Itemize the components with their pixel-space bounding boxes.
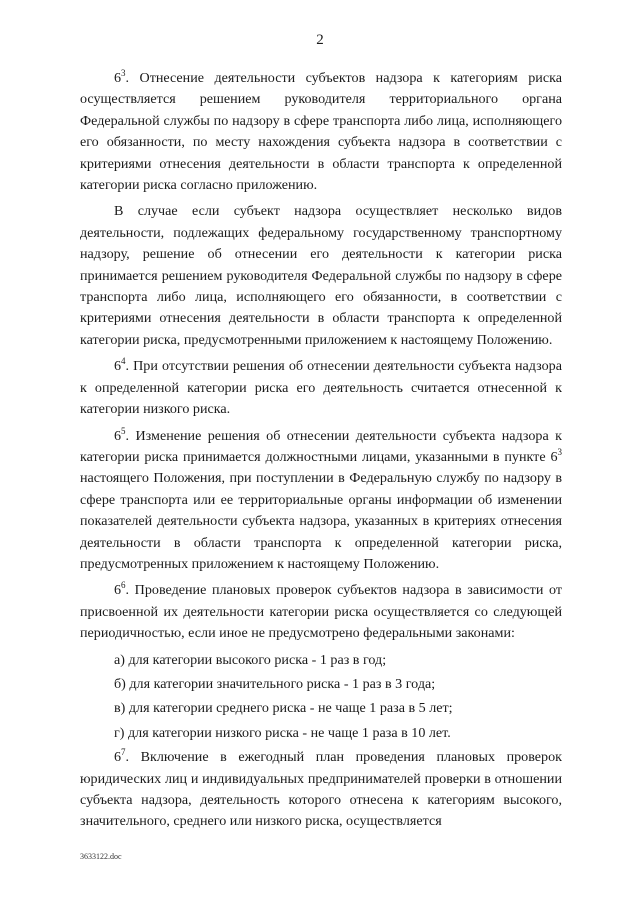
clause-superscript: 7	[121, 747, 126, 758]
clause-superscript: 3	[121, 68, 126, 78]
file-name-footer: 3633122.doc	[80, 852, 122, 861]
paragraph-6-5	[80, 426, 562, 576]
clause-number: 6	[114, 749, 122, 766]
clause-reference-superscript: 3	[557, 446, 562, 457]
list-item-low-risk: г) для категории низкого риска - не чаще 1 раза в 10 лет.	[114, 724, 451, 741]
paragraph-text: . Отнесение деятельности субъектов надзора к категориям риска осуществляется решением руководителя территориального органа Федеральной службы по надзору в сфере транспорта либо лица, исполняющего его обязанности, по месту нахождения субъекта надзора в соответствии с критериями отнесения деятельности в области транспорта к определенной категории риска согласно приложению.	[80, 70, 562, 194]
paragraph-6-7	[80, 747, 562, 833]
paragraph-text: . Проведение плановых проверок субъектов надзора в зависимости от присвоенной их деятельности категории риска осуществляется со следующей периодичностью, если иное не предусмотрено федеральными законами:	[80, 582, 562, 642]
paragraph-6-4	[80, 356, 562, 420]
list-item-significant-risk: б) для категории значительного риска - 1 раз в 3 года;	[114, 675, 436, 692]
paragraph-text: В случае если субъект надзора осуществляет несколько видов деятельности, подлежащих федеральному государственному транспортному надзору, решение об отнесении его деятельности к категории риска принимается решением руководителя Федеральной службы по надзору в сфере транспорта либо лица, исполняющего его обязанности, в соответствии с критериями отнесения деятельности в области транспорта к определенной категории риска, предусмотренными приложением к настоящему Положению.	[80, 203, 562, 348]
clause-number: 6	[114, 582, 122, 599]
paragraph-multiple-activities	[80, 201, 562, 351]
document-body	[80, 68, 562, 838]
list-item-high-risk: а) для категории высокого риска - 1 раз в год;	[114, 651, 387, 668]
clause-superscript: 6	[121, 580, 126, 591]
clause-number: 6	[114, 358, 122, 375]
paragraph-6-3	[80, 68, 562, 196]
clause-number: 6	[114, 427, 122, 444]
paragraph-text: . При отсутствии решения об отнесении деятельности субъекта надзора к определенной категории риска его деятельность считается отнесенной к категории низкого риска.	[80, 358, 562, 418]
paragraph-text: . Изменение решения об отнесении деятельности субъекта надзора к категории риска принимается должностными лицами, указанными в пункте	[80, 427, 562, 465]
clause-number: 6	[114, 70, 122, 86]
clause-reference: 6	[550, 448, 558, 465]
clause-superscript: 5	[121, 425, 126, 436]
paragraph-text-continued: настоящего Положения, при поступлении в Федеральную службу по надзору в сфере транспорта или ее территориальные органы информации об изменении показателей деятельности субъекта надзора, указанных в критериях отнесения деятельности в области транспорта к определенной категории риска, предусмотренных приложением к настоящему Положению.	[80, 470, 562, 572]
paragraph-text: . Включение в ежегодный план проведения плановых проверок юридических лиц и индивидуальных предпринимателей проверки в отношении субъекта надзора, деятельность которого отнесена к категориям высокого, значительного, среднего или низкого риска, осуществляется	[80, 749, 562, 830]
page-number: 2	[316, 32, 324, 48]
list-item-medium-risk: в) для категории среднего риска - не чаще 1 раза в 5 лет;	[114, 700, 453, 717]
clause-superscript: 4	[121, 356, 126, 367]
paragraph-6-6	[80, 580, 562, 644]
